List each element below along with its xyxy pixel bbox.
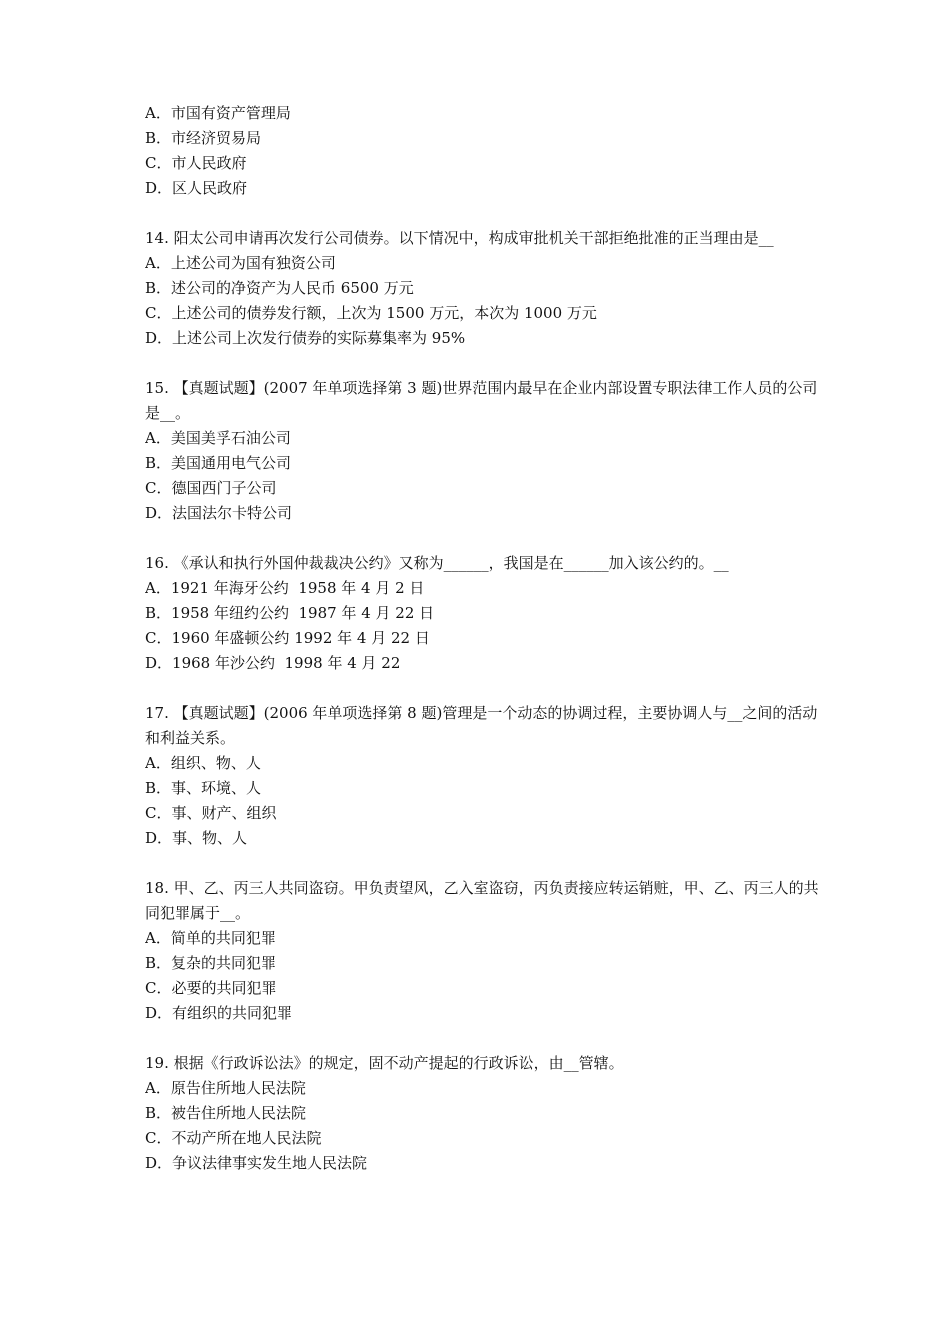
option-c: C．不动产所在地人民法院 — [145, 1129, 322, 1147]
option-a: A．简单的共同犯罪 — [145, 929, 276, 947]
option-a: A．市国有资产管理局 — [145, 104, 291, 122]
option-c: C．上述公司的债券发行额，上次为 1500 万元，本次为 1000 万元 — [145, 304, 597, 322]
option-d: D．区人民政府 — [145, 179, 248, 197]
option-c: C．德国西门子公司 — [145, 479, 277, 497]
option-d: D．上述公司上次发行债券的实际募集率为 95% — [145, 329, 466, 347]
option-a: A．原告住所地人民法院 — [145, 1079, 306, 1097]
option-d: D．事、物、人 — [145, 829, 248, 847]
question-13-continued — [145, 101, 825, 201]
option-d: D．有组织的共同犯罪 — [145, 1004, 293, 1022]
option-c: C．市人民政府 — [145, 154, 247, 172]
question-14 — [145, 226, 825, 351]
question-stem: 18. 甲、乙、丙三人共同盗窃。甲负责望风，乙入室盗窃，丙负责接应转运销赃，甲、乙、丙三人的共同犯罪属于__。 — [145, 879, 819, 922]
option-b: B．述公司的净资产为人民币 6500 万元 — [145, 279, 414, 297]
question-17 — [145, 701, 825, 851]
option-b: B．复杂的共同犯罪 — [145, 954, 277, 972]
option-c: C．必要的共同犯罪 — [145, 979, 277, 997]
option-b: B．美国通用电气公司 — [145, 454, 292, 472]
option-d: D．法国法尔卡特公司 — [145, 504, 293, 522]
option-a: A．组织、物、人 — [145, 754, 261, 772]
question-stem: 15. 【真题试题】(2007 年单项选择第 3 题)世界范围内最早在企业内部设置专职法律工作人员的公司是__。 — [145, 379, 818, 422]
option-b: B．被告住所地人民法院 — [145, 1104, 307, 1122]
option-c: C．事、财产、组织 — [145, 804, 277, 822]
question-stem: 17. 【真题试题】(2006 年单项选择第 8 题)管理是一个动态的协调过程，主要协调人与__之间的活动和利益关系。 — [145, 704, 818, 747]
question-stem: 14. 阳太公司申请再次发行公司债券。以下情况中，构成审批机关干部拒绝批准的正当理由是__ — [145, 229, 774, 247]
option-b: B．事、环境、人 — [145, 779, 262, 797]
question-18 — [145, 876, 825, 1026]
option-d: D．争议法律事实发生地人民法院 — [145, 1154, 368, 1172]
question-15 — [145, 376, 825, 526]
exam-questions — [145, 101, 825, 1176]
option-a: A．上述公司为国有独资公司 — [145, 254, 336, 272]
question-16 — [145, 551, 825, 676]
option-c: C．1960 年盛顿公约 1992 年 4 月 22 日 — [145, 629, 430, 647]
option-a: A．美国美孚石油公司 — [145, 429, 291, 447]
option-b: B．1958 年纽约公约 1987 年 4 月 22 日 — [145, 604, 435, 622]
option-d: D．1968 年沙公约 1998 年 4 月 22 — [145, 654, 401, 672]
question-19 — [145, 1051, 825, 1176]
question-stem: 19. 根据《行政诉讼法》的规定，固不动产提起的行政诉讼，由__管辖。 — [145, 1054, 624, 1072]
option-b: B．市经济贸易局 — [145, 129, 262, 147]
option-a: A．1921 年海牙公约 1958 年 4 月 2 日 — [145, 579, 425, 597]
question-stem: 16. 《承认和执行外国仲裁裁决公约》又称为______，我国是在______加入该公约的。__ — [145, 554, 729, 572]
